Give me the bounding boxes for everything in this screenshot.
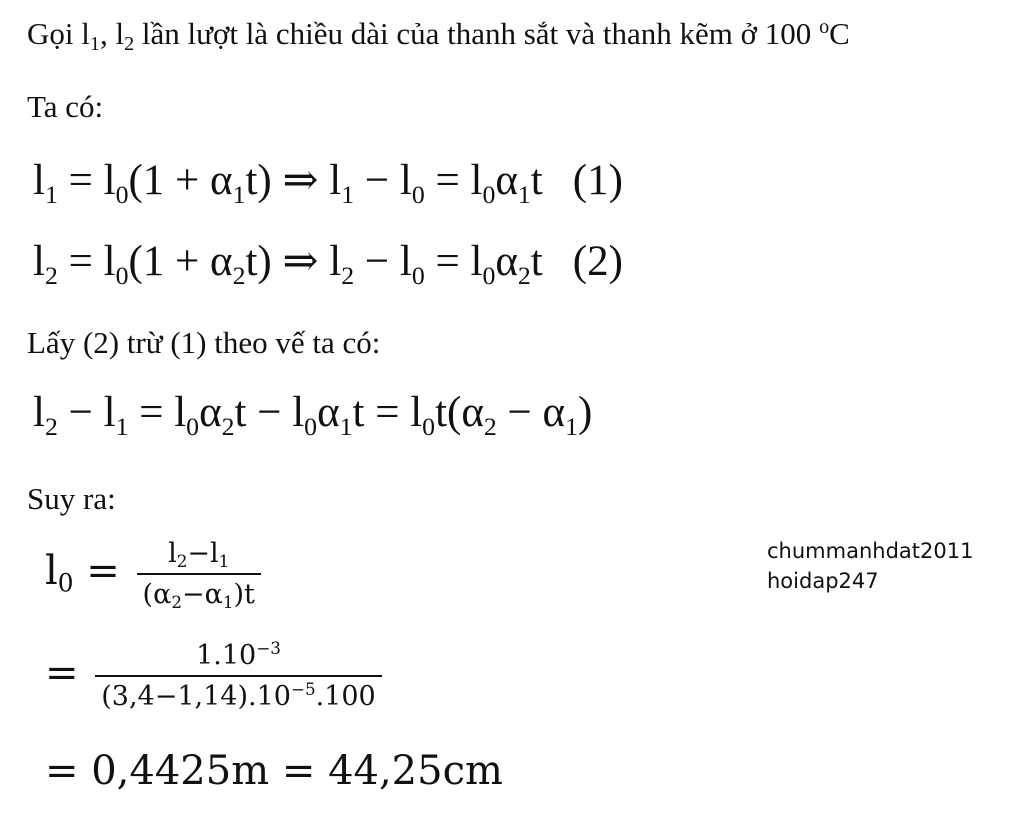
result-fraction-1: $l_0$ = $\frac{l_2-l_1}{(\alpha_2-\alpha_1)t}$: [45, 538, 265, 610]
equation-2: $l_2 = l_0(1 + \alpha_2t)$ ⇒ $l_2 - l_0 = l_0\alpha_2t$ (2): [33, 238, 623, 291]
equation-2-tag: (2): [572, 238, 623, 285]
watermark-username: chummanhdat2011: [767, 539, 974, 563]
equation-3: $l_2 - l_1 = l_0\alpha_2t - l_0\alpha_1t = l_0t(\alpha_2 - \alpha_1)$: [33, 389, 593, 442]
result-fraction-2: = $\frac{1.10^{-3}}{(3,4-1,14).10^{-5}.100}$: [45, 640, 386, 712]
equation-1: $l_1 = l_0(1 + \alpha_1t)$ ⇒ $l_1 - l_0 = l_0\alpha_1t$ (1): [33, 157, 623, 210]
ta-co-label: Ta có:: [27, 89, 104, 124]
final-result: = 0,4425m = 44,25cm: [45, 748, 503, 794]
intro-text: Gọi $l_1$, $l_2$ lần lượt là chiều dài của thanh sắt và thanh kẽm ở 100 $^o$C: [27, 15, 850, 56]
watermark-site: hoidap247: [767, 569, 879, 593]
fraction-numeric: $\frac{1.10^{-3}}{(3,4-1,14).10^{-5}.100}$: [95, 640, 381, 712]
suy-ra-label: Suy ra:: [27, 481, 116, 516]
fraction-symbolic: $\frac{l_2-l_1}{(\alpha_2-\alpha_1)t}$: [137, 538, 261, 610]
watermark: [767, 536, 973, 596]
subtract-text: Lấy (2) trừ (1) theo vế ta có:: [27, 325, 381, 360]
equation-1-tag: (1): [572, 157, 623, 204]
